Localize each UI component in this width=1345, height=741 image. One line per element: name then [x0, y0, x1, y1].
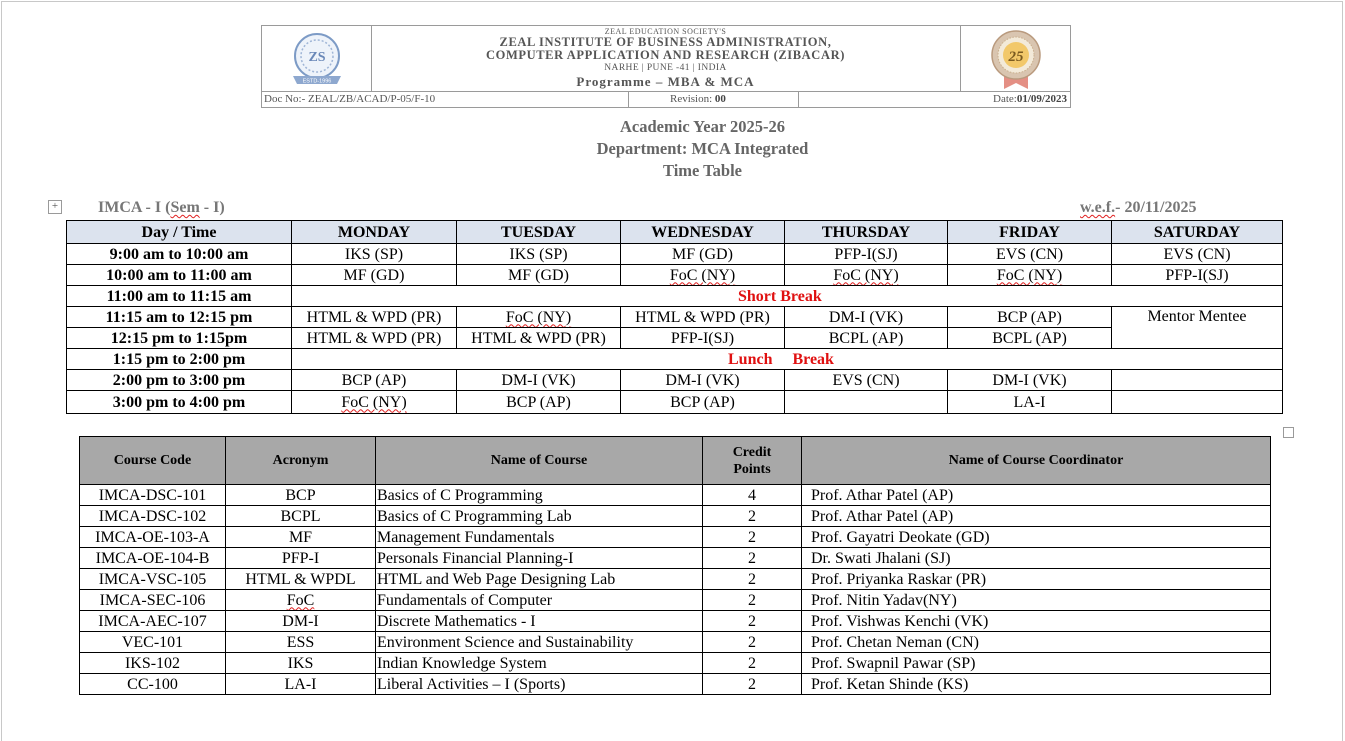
header-monday: MONDAY [292, 221, 457, 244]
header-day-time: Day / Time [67, 221, 292, 244]
course-name: Basics of C Programming Lab [376, 506, 703, 527]
lecture-cell: EVS (CN) [785, 370, 948, 391]
time-slot: 2:00 pm to 3:00 pm [67, 370, 292, 391]
lecture-text: FoC (NY) [341, 393, 407, 411]
course-code: IMCA-DSC-102 [80, 506, 226, 527]
lecture-cell: HTML & WPD (PR) [621, 307, 785, 328]
course-name: Management Fundamentals [376, 527, 703, 548]
lecture-cell: MF (GD) [457, 265, 621, 286]
lecture-cell: DM-I (VK) [621, 370, 785, 391]
header-thursday: THURSDAY [785, 221, 948, 244]
lecture-cell: BCP (AP) [292, 370, 457, 391]
course-name: Indian Knowledge System [376, 653, 703, 674]
course-acronym [226, 590, 376, 611]
course-row [80, 506, 1271, 527]
short-break-label: Short Break [738, 287, 822, 305]
effective-date [1080, 199, 1196, 217]
lecture-cell: PFP-I(SJ) [621, 328, 785, 349]
header-course-code: Course Code [80, 437, 226, 485]
course-acronym: HTML & WPDL [226, 569, 376, 590]
course-code: IMCA-DSC-101 [80, 485, 226, 506]
timetable-row [67, 370, 1283, 391]
timetable-row [67, 244, 1283, 265]
academic-year: Academic Year 2025-26 [620, 117, 785, 136]
header-acronym: Acronym [226, 437, 376, 485]
course-table [79, 436, 1271, 695]
course-acronym: BCPL [226, 506, 376, 527]
course-acronym: ESS [226, 632, 376, 653]
wef-date: - 20/11/2025 [1115, 199, 1197, 216]
lecture-text: FoC (NY) [669, 266, 736, 284]
svg-text:ZS: ZS [307, 49, 326, 65]
course-credits: 2 [703, 632, 802, 653]
course-row [80, 632, 1271, 653]
course-code: IKS-102 [80, 653, 226, 674]
timetable-row-lunch-break [67, 349, 1283, 370]
course-coordinator: Prof. Gayatri Deokate (GD) [802, 527, 1271, 548]
course-row [80, 674, 1271, 695]
header-credit-points [703, 437, 802, 485]
class-label [98, 199, 225, 217]
course-coordinator: Prof. Swapnil Pawar (SP) [802, 653, 1271, 674]
lecture-cell: DM-I (VK) [457, 370, 621, 391]
page-edge [1, 1, 2, 741]
lecture-cell: HTML & WPD (PR) [292, 307, 457, 328]
course-acronym: LA-I [226, 674, 376, 695]
lecture-cell: LA-I [948, 391, 1112, 414]
time-slot: 11:15 am to 12:15 pm [67, 307, 292, 328]
lecture-cell: MF (GD) [621, 244, 785, 265]
doc-date [993, 93, 1067, 105]
credit-header-line2: Points [733, 461, 771, 477]
lecture-cell: IKS (SP) [292, 244, 457, 265]
course-code: IMCA-OE-104-B [80, 548, 226, 569]
course-acronym: IKS [226, 653, 376, 674]
lecture-cell: EVS (CN) [948, 244, 1112, 265]
svg-text:25: 25 [1008, 48, 1024, 65]
lecture-cell: HTML & WPD (PR) [292, 328, 457, 349]
lecture-cell [1112, 370, 1283, 391]
lunch-break-cell [292, 349, 1283, 370]
course-code: IMCA-OE-103-A [80, 527, 226, 548]
time-slot: 9:00 am to 10:00 am [67, 244, 292, 265]
course-acronym: DM-I [226, 611, 376, 632]
timetable-row [67, 391, 1283, 414]
course-acronym: BCP [226, 485, 376, 506]
lecture-text: FoC (NY) [505, 308, 572, 326]
doc-number: Doc No:- ZEAL/ZB/ACAD/P-05/F-10 [264, 93, 436, 105]
lecture-cell [292, 391, 457, 414]
credit-header-line1: Credit [732, 444, 772, 460]
timetable-header-row [67, 221, 1283, 244]
course-name: Discrete Mathematics - I [376, 611, 703, 632]
lecture-cell: DM-I (VK) [785, 307, 948, 328]
programme-label: Programme – MBA & MCA [576, 74, 755, 89]
course-credits: 2 [703, 506, 802, 527]
course-name: Personals Financial Planning-I [376, 548, 703, 569]
date-label: Date: [993, 93, 1017, 105]
course-coordinator: Prof. Ketan Shinde (KS) [802, 674, 1271, 695]
time-slot: 3:00 pm to 4:00 pm [67, 391, 292, 414]
institute-name-line2: COMPUTER APPLICATION AND RESEARCH (ZIBACAR) [486, 48, 845, 62]
lecture-cell [621, 265, 785, 286]
timetable-row [67, 328, 1283, 349]
lecture-cell [785, 265, 948, 286]
page-edge [1342, 1, 1343, 741]
course-credits: 2 [703, 590, 802, 611]
timetable [66, 220, 1283, 414]
course-row [80, 590, 1271, 611]
course-acronym-text: FoC [286, 591, 315, 609]
course-row [80, 485, 1271, 506]
header-coordinator: Name of Course Coordinator [802, 437, 1271, 485]
course-credits: 2 [703, 611, 802, 632]
time-slot: 12:15 pm to 1:15pm [67, 328, 292, 349]
lecture-cell: HTML & WPD (PR) [457, 328, 621, 349]
25-years-badge-icon [960, 26, 1071, 91]
course-row [80, 653, 1271, 674]
document-info-row [262, 91, 1070, 108]
lecture-cell: BCP (AP) [948, 307, 1112, 328]
institute-heading [371, 26, 960, 91]
institute-location: NARHE | PUNE -41 | INDIA [604, 63, 727, 73]
header-course-name: Name of Course [376, 437, 703, 485]
revision-label: Revision: [670, 93, 715, 105]
course-credits: 2 [703, 569, 802, 590]
letterhead [261, 25, 1071, 108]
lunch-break-word2: Break [792, 350, 834, 368]
course-credits: 2 [703, 548, 802, 569]
table-resize-handle-icon[interactable] [1283, 427, 1294, 438]
time-slot: 11:00 am to 11:15 am [67, 286, 292, 307]
svg-text:ESTD-1996: ESTD-1996 [302, 78, 331, 84]
date-value: 01/09/2023 [1016, 93, 1067, 105]
lecture-cell: IKS (SP) [457, 244, 621, 265]
course-row [80, 569, 1271, 590]
class-label-sem: Sem [170, 199, 200, 216]
course-acronym: MF [226, 527, 376, 548]
time-slot: 10:00 am to 11:00 am [67, 265, 292, 286]
wef-prefix: w.e.f. [1080, 199, 1116, 216]
lecture-cell: EVS (CN) [1112, 244, 1283, 265]
course-name: HTML and Web Page Designing Lab [376, 569, 703, 590]
document-titles [500, 116, 905, 182]
society-name: ZEAL EDUCATION SOCIETY'S [604, 27, 727, 36]
course-credits: 2 [703, 527, 802, 548]
course-code: VEC-101 [80, 632, 226, 653]
lecture-cell: BCPL (AP) [785, 328, 948, 349]
class-label-suffix: - I) [199, 199, 225, 216]
lecture-text: FoC (NY) [833, 266, 899, 284]
course-code: IMCA-VSC-105 [80, 569, 226, 590]
lecture-cell [1112, 391, 1283, 414]
table-move-handle-icon[interactable]: + [48, 200, 62, 214]
course-name: Fundamentals of Computer [376, 590, 703, 611]
lecture-cell [948, 265, 1112, 286]
lecture-cell: BCP (AP) [621, 391, 785, 414]
course-code: IMCA-AEC-107 [80, 611, 226, 632]
course-code: CC-100 [80, 674, 226, 695]
course-coordinator: Prof. Athar Patel (AP) [802, 485, 1271, 506]
header-tuesday: TUESDAY [457, 221, 621, 244]
course-coordinator: Dr. Swati Jhalani (SJ) [802, 548, 1271, 569]
time-table-title: Time Table [662, 161, 742, 180]
course-coordinator: Prof. Priyanka Raskar (PR) [802, 569, 1271, 590]
course-acronym: PFP-I [226, 548, 376, 569]
course-table-header [80, 437, 1271, 485]
department: Department: MCA Integrated [596, 139, 809, 158]
course-row [80, 548, 1271, 569]
course-coordinator: Prof. Athar Patel (AP) [802, 506, 1271, 527]
course-coordinator: Prof. Vishwas Kenchi (VK) [802, 611, 1271, 632]
course-code: IMCA-SEC-106 [80, 590, 226, 611]
course-coordinator: Prof. Chetan Neman (CN) [802, 632, 1271, 653]
course-credits: 2 [703, 674, 802, 695]
course-credits: 4 [703, 485, 802, 506]
course-credits: 2 [703, 653, 802, 674]
course-name: Environment Science and Sustainability [376, 632, 703, 653]
header-saturday: SATURDAY [1112, 221, 1283, 244]
lecture-cell: PFP-I(SJ) [785, 244, 948, 265]
lunch-break-word1: Lunch [728, 350, 773, 368]
institute-name-line1: ZEAL INSTITUTE OF BUSINESS ADMINISTRATION, [499, 35, 832, 49]
course-name: Basics of C Programming [376, 485, 703, 506]
timetable-row-short-break [67, 286, 1283, 307]
timetable-row [67, 265, 1283, 286]
lecture-cell: DM-I (VK) [948, 370, 1112, 391]
course-row [80, 611, 1271, 632]
header-wednesday: WEDNESDAY [621, 221, 785, 244]
lecture-cell: MF (GD) [292, 265, 457, 286]
lecture-cell: BCPL (AP) [948, 328, 1112, 349]
lecture-text: FoC (NY) [996, 266, 1063, 284]
class-label-prefix: IMCA - I ( [98, 199, 171, 216]
course-coordinator: Prof. Nitin Yadav(NY) [802, 590, 1271, 611]
lecture-cell [785, 391, 948, 414]
zes-logo-icon [262, 26, 372, 91]
page-edge [1, 1, 1343, 2]
revision-value: 00 [714, 93, 726, 105]
lecture-cell: BCP (AP) [457, 391, 621, 414]
timetable-row [67, 307, 1283, 328]
course-row [80, 527, 1271, 548]
header-friday: FRIDAY [948, 221, 1112, 244]
mentor-mentee-cell: Mentor Mentee [1112, 307, 1283, 349]
lecture-cell: PFP-I(SJ) [1112, 265, 1283, 286]
lecture-cell [457, 307, 621, 328]
time-slot: 1:15 pm to 2:00 pm [67, 349, 292, 370]
short-break-cell [292, 286, 1283, 307]
revision [670, 93, 726, 105]
course-name: Liberal Activities – I (Sports) [376, 674, 703, 695]
